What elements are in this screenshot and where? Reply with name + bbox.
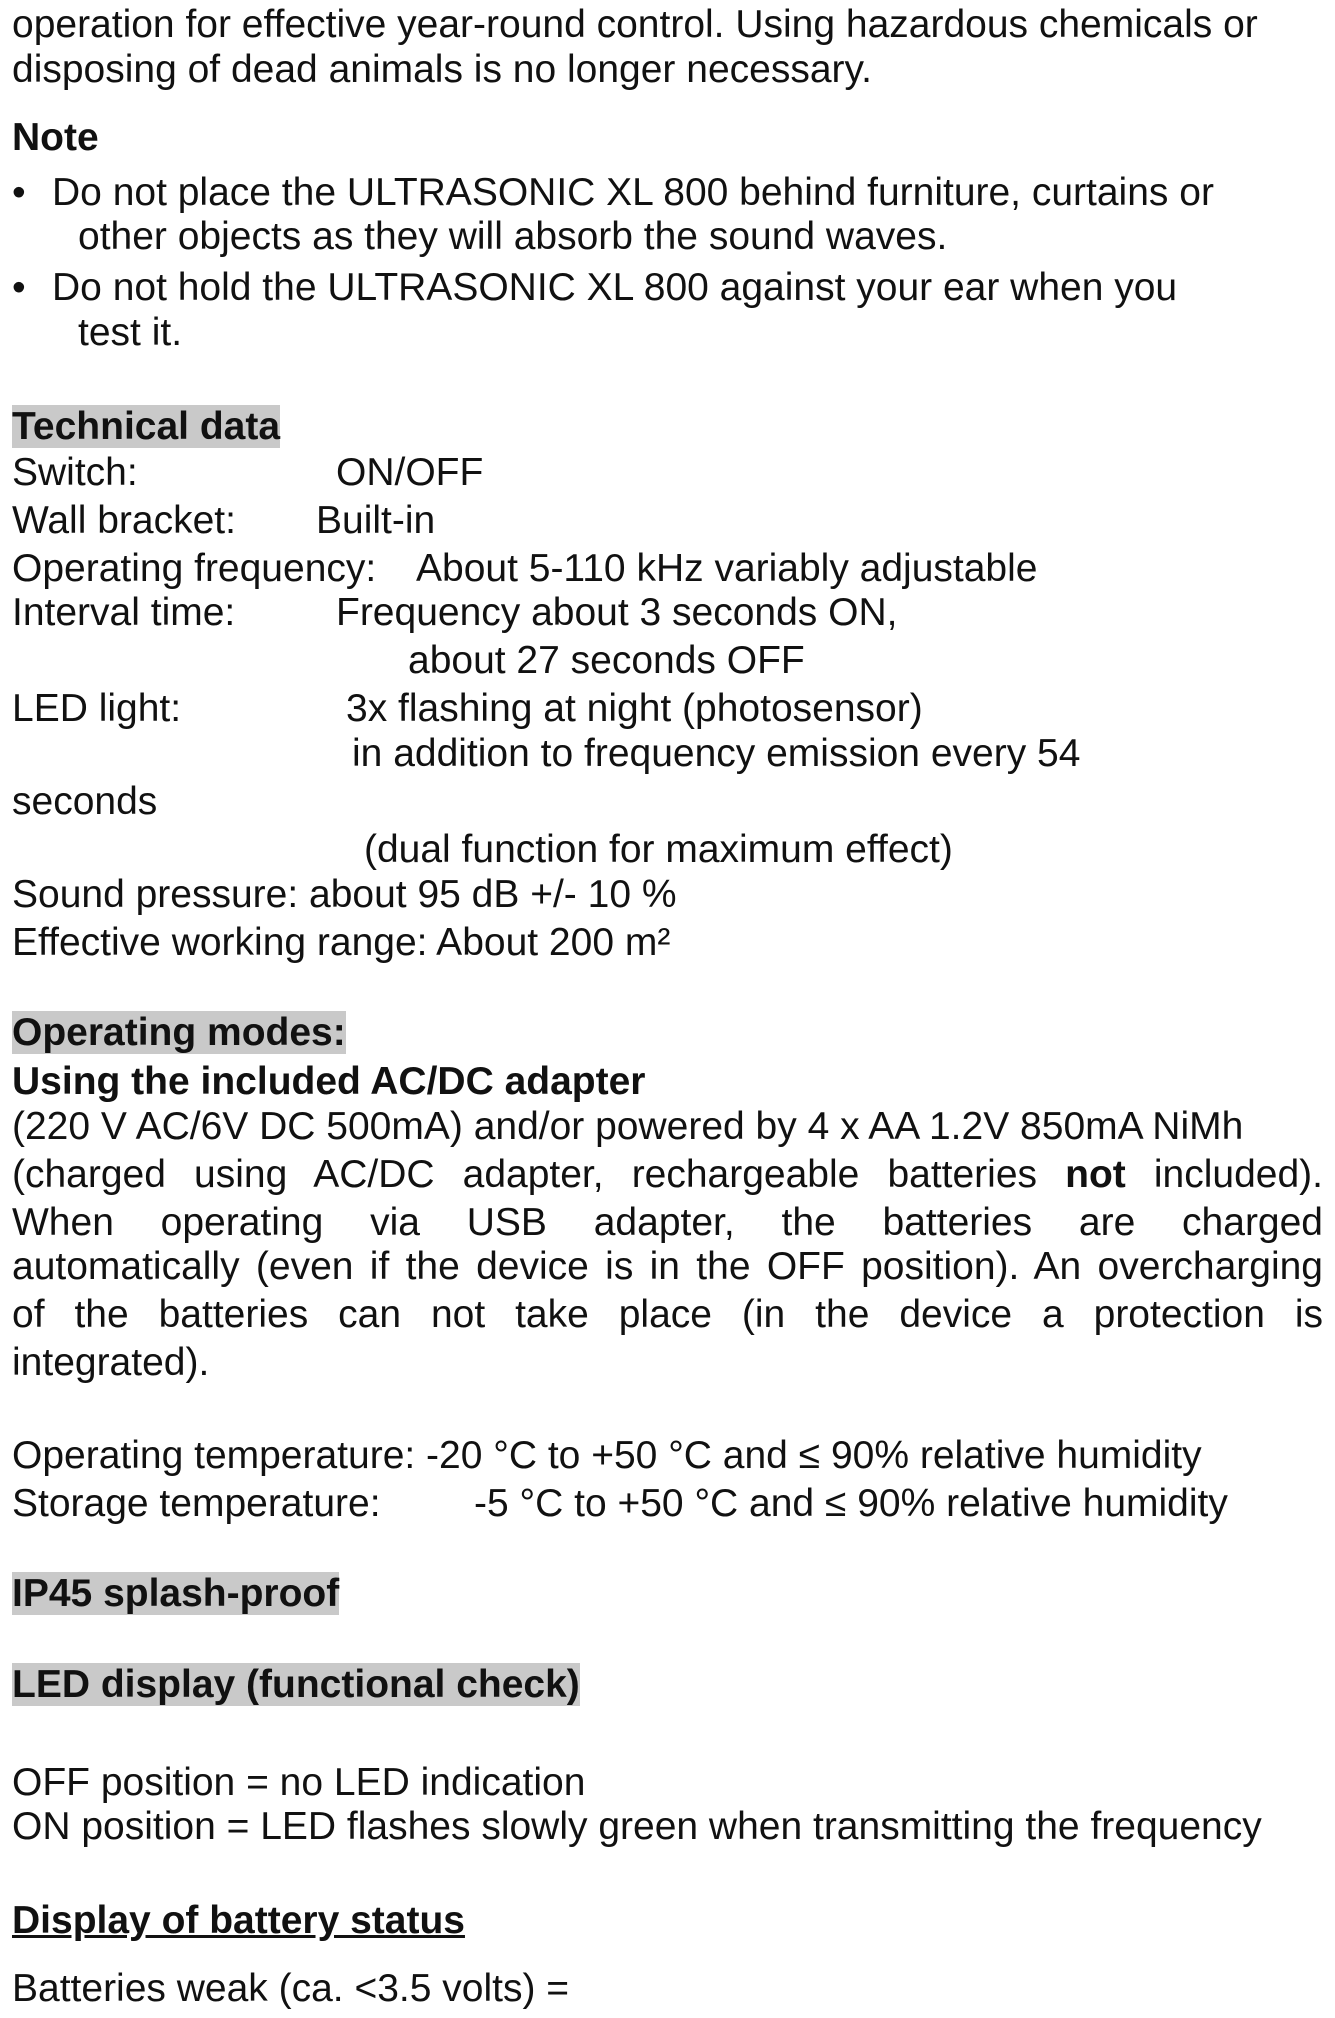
modes-para-line-4: automatically (even if the device is in the OFF position). An overcharging bbox=[12, 1245, 1323, 1288]
note-heading: Note bbox=[12, 116, 99, 159]
battery-heading: Display of battery status bbox=[12, 1899, 465, 1942]
modes-para-line-2 bbox=[12, 1152, 1323, 1198]
modes-para-line-2c: included). bbox=[1153, 1153, 1323, 1196]
led-off-position: OFF position = no LED indication bbox=[12, 1761, 586, 1804]
modes-para-line-6: integrated). bbox=[12, 1341, 210, 1384]
note-bullet-1-line-2: other objects as they will absorb the sound waves. bbox=[78, 215, 948, 258]
wall-bracket-value: Built-in bbox=[316, 499, 436, 542]
sound-pressure: Sound pressure: about 95 dB +/- 10 % bbox=[12, 873, 677, 916]
switch-value: ON/OFF bbox=[336, 451, 484, 494]
ip-heading-text: IP45 splash-proof bbox=[12, 1572, 340, 1615]
modes-heading-text: Operating modes: bbox=[12, 1011, 346, 1054]
storage-temperature-value: -5 °C to +50 °C and ≤ 90% relative humidity bbox=[474, 1482, 1228, 1525]
operating-temperature: Operating temperature: -20 °C to +50 °C and ≤ 90% relative humidity bbox=[12, 1434, 1202, 1477]
ip-heading bbox=[12, 1571, 339, 1617]
frequency-label: Operating frequency: bbox=[12, 547, 377, 590]
bullet-icon: • bbox=[12, 171, 26, 214]
technical-heading bbox=[12, 404, 280, 450]
note-bullet-2-line-1: Do not hold the ULTRASONIC XL 800 against your ear when you bbox=[52, 266, 1178, 309]
modes-para-line-5: of the batteries can not take place (in the device a protection is bbox=[12, 1293, 1323, 1336]
technical-heading-text: Technical data bbox=[12, 405, 281, 448]
note-bullet-1-line-1: Do not place the ULTRASONIC XL 800 behind furniture, curtains or bbox=[52, 171, 1214, 214]
led-light-value-3: seconds bbox=[12, 780, 158, 823]
frequency-value: About 5-110 kHz variably adjustable bbox=[416, 547, 1038, 590]
led-display-heading-text: LED display (functional check) bbox=[12, 1663, 580, 1706]
battery-weak: Batteries weak (ca. <3.5 volts) = bbox=[12, 1967, 570, 2010]
storage-temperature-label: Storage temperature: bbox=[12, 1482, 381, 1525]
modes-para-not: not bbox=[1065, 1153, 1126, 1196]
working-range: Effective working range: About 200 m² bbox=[12, 921, 671, 964]
modes-para-line-1: (220 V AC/6V DC 500mA) and/or powered by 4 x AA 1.2V 850mA NiMh bbox=[12, 1105, 1244, 1148]
led-light-label: LED light: bbox=[12, 687, 182, 730]
wall-bracket-label: Wall bracket: bbox=[12, 499, 236, 542]
intro-line-1: operation for effective year-round control. Using hazardous chemicals or bbox=[12, 3, 1258, 46]
led-display-heading bbox=[12, 1662, 580, 1708]
modes-subheading: Using the included AC/DC adapter bbox=[12, 1060, 646, 1103]
intro-line-2: disposing of dead animals is no longer necessary. bbox=[12, 48, 872, 91]
led-light-value-1: 3x flashing at night (photosensor) bbox=[346, 687, 923, 730]
modes-para-line-3: When operating via USB adapter, the batteries are charged bbox=[12, 1201, 1323, 1244]
modes-para-line-2a: (charged using AC/DC adapter, rechargeable batteries bbox=[12, 1153, 1038, 1196]
note-bullet-2-line-2: test it. bbox=[78, 311, 183, 354]
led-light-value-2: in addition to frequency emission every 54 bbox=[352, 732, 1081, 775]
switch-label: Switch: bbox=[12, 451, 138, 494]
interval-value-2: about 27 seconds OFF bbox=[408, 639, 805, 682]
interval-value-1: Frequency about 3 seconds ON, bbox=[336, 591, 898, 634]
bullet-icon: • bbox=[12, 266, 26, 309]
interval-label: Interval time: bbox=[12, 591, 236, 634]
modes-heading bbox=[12, 1010, 346, 1056]
led-light-value-4: (dual function for maximum effect) bbox=[364, 828, 953, 871]
led-on-position: ON position = LED flashes slowly green when transmitting the frequency bbox=[12, 1805, 1262, 1848]
